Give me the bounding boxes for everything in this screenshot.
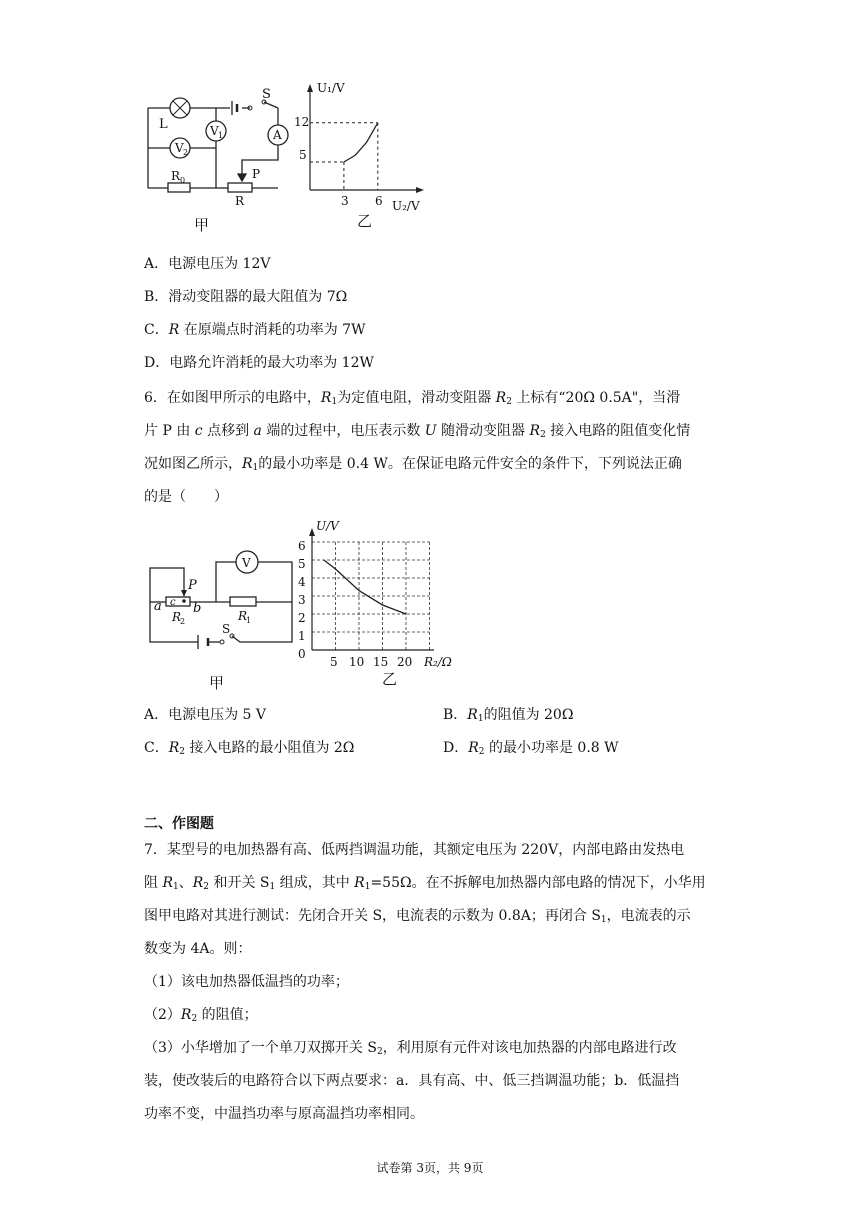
graph1-ylabel: U₁/V (317, 81, 345, 95)
graph1-ytick-12: 12 (294, 115, 310, 129)
fig2-b-label: b (193, 601, 202, 616)
q7-sub-3-line-3: 功率不变，中温挡功率与原高温挡功率相同。 (144, 1106, 424, 1122)
q7-sub-1: （1）该电加热器低温挡的功率； (144, 974, 349, 990)
lamp-icon (170, 98, 190, 118)
figure2-graph (294, 516, 474, 676)
q6-line-2: 片 P 由 c 点移到 a 端的过程中，电压表示数 U 随滑动变阻器 $R_2$ 接入电路的阻值变化情 (144, 423, 691, 440)
q6-option-d: D．$R_2$ 的最小功率是 0.8 W (443, 740, 619, 757)
graph1-xtick-6: 6 (375, 194, 383, 208)
q5-option-a: A．电源电压为 12V (144, 256, 271, 272)
r0-sub: 0 (180, 176, 186, 185)
q6-option-a: A．电源电压为 5 V (144, 707, 267, 723)
graph2-ytick-5: 5 (298, 557, 306, 571)
q7-line-3: 图甲电路对其进行测试：先闭合开关 S，电流表的示数为 0.8A；再闭合 $S_1$，电流表的示 (144, 908, 691, 925)
fig2-r2-label: R (172, 610, 182, 624)
q6-option-b: B．$R_1$的阻值为 20Ω (443, 707, 574, 724)
fig2-p-label: P (188, 578, 197, 593)
r-label: R (235, 194, 245, 208)
figure2-caption-yi: 乙 (382, 670, 398, 688)
page-footer: 试卷第 3页，共 9页 (376, 1161, 484, 1175)
fig2-c-label: c (170, 597, 176, 608)
fig2-v-label: V (242, 556, 251, 570)
graph2-xtick-20: 20 (397, 655, 413, 669)
graph2-xtick-10: 10 (349, 655, 365, 669)
figure2-curve (324, 560, 406, 614)
section-heading: 二、作图题 (144, 816, 214, 832)
fig2-r2-sub: 2 (180, 617, 186, 626)
v1-sub: 1 (218, 131, 224, 140)
q5-option-b: B．滑动变阻器的最大阻值为 7Ω (144, 289, 348, 305)
figure2-circuit (140, 540, 300, 660)
figure2-caption-jia: 甲 (209, 674, 225, 692)
figure1-caption-jia: 甲 (194, 216, 210, 234)
q7-sub-3-line-2: 装，使改装后的电路符合以下两点要求：a．具有高、中、低三挡调温功能；b．低温挡 (144, 1073, 680, 1089)
v2-sub: 2 (183, 148, 189, 157)
q5-option-c: C．R 在原端点时消耗的功率为 7W (144, 322, 366, 338)
fig2-s-label: S (222, 622, 231, 636)
graph2-ytick-4: 4 (298, 575, 306, 589)
graph2-ytick-6: 6 (298, 539, 306, 553)
v2-label: V (175, 141, 184, 155)
figure1-graph (296, 74, 446, 224)
fig2-r1-label: R (238, 609, 248, 623)
v1-label: V (210, 124, 219, 138)
switch-label: S (262, 87, 271, 102)
graph1-ytick-5: 5 (299, 148, 307, 162)
graph2-xlabel: R₂/Ω (424, 655, 452, 669)
graph2-ytick-2: 2 (298, 611, 306, 625)
ammeter-label: A (273, 128, 282, 142)
fig2-a-label: a (154, 599, 162, 614)
fig2-r1-sub: 1 (246, 616, 252, 625)
figure1-circuit (138, 88, 298, 238)
figure1-curve (344, 123, 378, 162)
q6-line-3: 况如图乙所示，$R_1$的最小功率是 0.4 W。在保证电路元件安全的条件下，下列说法正确 (144, 456, 682, 473)
graph2-xtick-5: 5 (330, 655, 338, 669)
graph2-ytick-3: 3 (298, 593, 306, 607)
graph2-ytick-1: 1 (298, 629, 306, 643)
q7-line-1: 7．某型号的电加热器有高、低两挡调温功能，其额定电压为 220V，内部电路由发热电 (144, 842, 685, 858)
q6-line-1: 6．在如图甲所示的电路中，$R_1$为定值电阻，滑动变阻器 $R_2$ 上标有“20Ω 0.5A"，当滑 (144, 390, 681, 407)
q7-sub-3-line-1: （3）小华增加了一个单刀双掷开关 $S_2$，利用原有元件对该电加热器的内部电路进行改 (144, 1040, 677, 1057)
q7-sub-2: $(2)R_2$ 的阻值； (144, 1007, 258, 1024)
p-label: P (252, 167, 261, 181)
graph2-ytick-0: 0 (298, 647, 306, 661)
r0-label: R (171, 169, 181, 183)
graph2-xtick-15: 15 (373, 655, 389, 669)
q7-line-2: 阻 $R_1$、$R_2$ 和开关 $S_1$ 组成，其中 $R_1=55\Omega$。在不拆解电加热器内部电路的情况下，小华用 (144, 875, 706, 892)
q6-line-4: 的是（ ） (144, 489, 228, 505)
figure1-caption-yi: 乙 (357, 212, 373, 230)
q5-option-d: D．电路允许消耗的最大功率为 12W (144, 355, 374, 371)
graph2-ylabel: U/V (316, 519, 339, 533)
lamp-label: L (159, 117, 168, 132)
q7-line-4: 数变为 4A。则： (144, 941, 252, 957)
q6-option-c: C．$R_2$ 接入电路的最小阻值为 2Ω (144, 740, 355, 757)
graph1-xlabel: U₂/V (392, 199, 420, 213)
graph1-xtick-3: 3 (341, 194, 349, 208)
